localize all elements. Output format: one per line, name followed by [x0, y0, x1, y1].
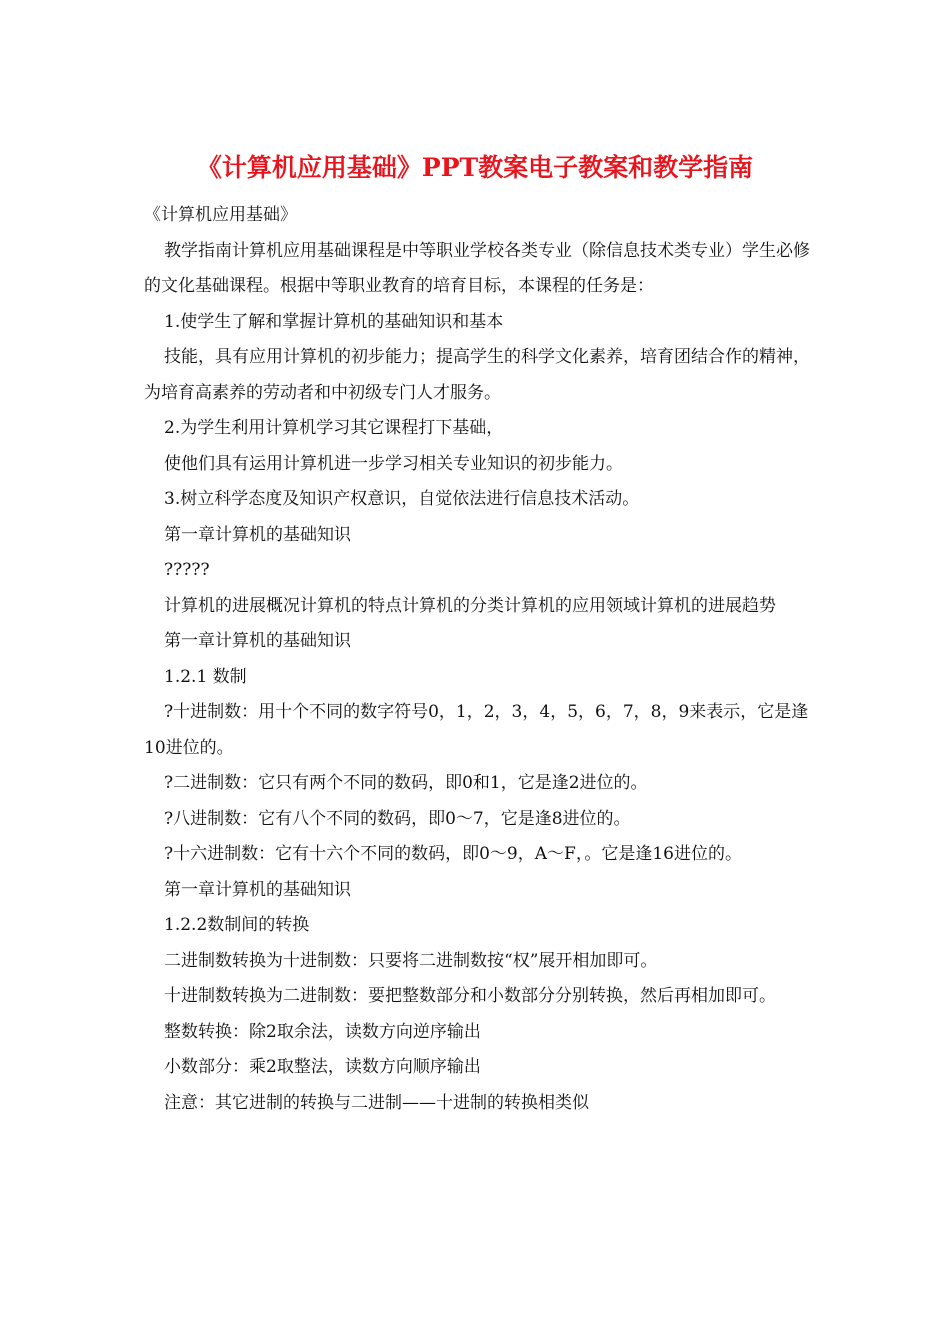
subsection-heading: 1.2.2数制间的转换 [164, 915, 310, 935]
note: 注意：其它进制的转换与二进制——十进制的转换相类似 [164, 1092, 589, 1113]
paragraph: 2.为学生利用计算机学习其它课程打下基础， [164, 418, 504, 438]
paragraph: ????? [164, 560, 210, 580]
list-item: ?八进制数：它有八个不同的数码，即0～7，它是逢8进位的。 [164, 808, 631, 829]
list-item: ?二进制数：它只有两个不同的数码，即0和1，它是逢2进位的。 [164, 773, 648, 793]
paragraph: 3.树立科学态度及知识产权意识，自觉依法进行信息技术活动。 [164, 489, 640, 509]
paragraph: 二进制数转换为十进制数：只要将二进制数按“权”展开相加即可。 [164, 950, 658, 971]
paragraph: 十进制数转换为二进制数：要把整数部分和小数部分分别转换，然后再相加即可。 [164, 986, 776, 1006]
section-heading: 第一章计算机的基础知识 [164, 879, 351, 900]
subsection-heading: 1.2.1 数制 [164, 666, 247, 687]
paragraph: 《计算机应用基础》 [144, 205, 297, 225]
document-body [144, 198, 814, 1121]
section-heading: 第一章计算机的基础知识 [164, 524, 351, 545]
paragraph: 1.使学生了解和掌握计算机的基础知识和基本 [164, 311, 504, 332]
page-title: 《计算机应用基础》PPT教案电子教案和教学指南 [196, 153, 754, 182]
paragraph: 计算机的进展概况计算机的特点计算机的分类计算机的应用领域计算机的进展趋势 [164, 595, 776, 616]
paragraph: 小数部分：乘2取整法，读数方向顺序输出 [164, 1057, 481, 1077]
list-item: ?十进制数：用十个不同的数字符号0，1，2，3，4，5，6，7，8，9来表示，它是逢10进位的。 [144, 702, 809, 758]
paragraph: 技能，具有应用计算机的初步能力；提高学生的科学文化素养，培育团结合作的精神，为培育高素养的劳动者和中初级专门人才服务。 [144, 347, 810, 403]
paragraph: 使他们具有运用计算机进一步学习相关专业知识的初步能力。 [164, 453, 623, 474]
section-heading: 第一章计算机的基础知识 [164, 631, 351, 651]
list-item: ?十六进制数：它有十六个不同的数码，即0～9，A～F，。它是逢16进位的。 [164, 844, 742, 864]
paragraph: 教学指南计算机应用基础课程是中等职业学校各类专业（除信息技术类专业）学生必修的文化基础课程。根据中等职业教育的培育目标，本课程的任务是： [144, 240, 810, 296]
paragraph: 整数转换：除2取余法，读数方向逆序输出 [164, 1021, 481, 1042]
